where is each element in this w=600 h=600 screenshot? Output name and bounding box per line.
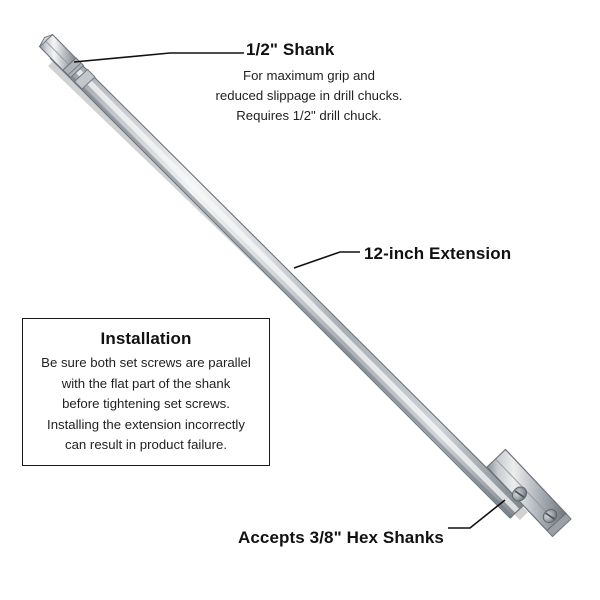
callout-installation-line-3: before tightening set screws. <box>62 396 230 412</box>
callout-installation-line-1: Be sure both set screws are parallel <box>41 355 251 370</box>
callout-shank-line-2: reduced slippage in drill chucks. <box>215 88 403 104</box>
callout-installation-body <box>23 353 269 456</box>
callout-extension <box>364 244 530 264</box>
callout-extension-title: 12-inch Extension <box>364 244 512 263</box>
callout-installation-line-4: Installing the extension incorrectly <box>47 416 245 432</box>
callout-installation-line-5: can result in product failure. <box>65 437 227 453</box>
callout-shank-body <box>200 66 418 126</box>
callout-shank-line-3: Requires 1/2" drill chuck. <box>236 108 382 124</box>
callout-installation <box>22 318 270 466</box>
callout-hex-title: Accepts 3/8" Hex Shanks <box>238 528 444 547</box>
callout-shank <box>200 40 418 126</box>
callout-shank-line-1: For maximum grip and <box>243 68 375 83</box>
callout-hex <box>238 528 478 548</box>
callout-installation-line-2: with the flat part of the shank <box>61 375 231 391</box>
callout-shank-title: 1/2" Shank <box>246 40 335 59</box>
callout-installation-title: Installation <box>100 329 192 348</box>
leader-line-extension <box>294 252 360 268</box>
